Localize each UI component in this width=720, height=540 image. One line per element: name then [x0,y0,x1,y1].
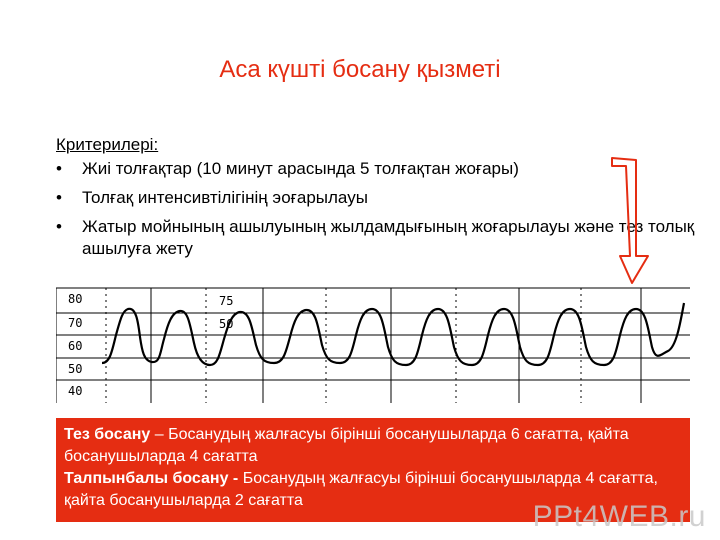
scale-label: 70 [68,316,83,330]
inner-scale-label: 50 [219,317,234,331]
definition-pushing-labor: Талпынбалы босану - Босанудың жалғасуы бірінші босанушыларда 4 сағатта, қайта босанушыларда 2 сағатта [64,470,658,509]
scale-label: 50 [68,362,83,376]
slide-title: Аса күшті босану қызметі [219,56,501,83]
down-arrow-icon [606,156,652,286]
criteria-item: • Жиі толғақтар (10 минут арасында 5 толғақтан жоғары) [56,158,696,180]
definition-term: Талпынбалы босану [64,470,229,487]
contraction-curve [102,303,684,365]
contraction-trace [56,285,690,403]
definition-term: Тез босану [64,426,151,443]
scale-label: 80 [68,292,83,306]
scale-label: 40 [68,384,83,398]
criteria-heading: Критерилері: [56,135,159,154]
watermark: PPt4WEB.ru [532,500,706,533]
criteria-list [56,158,696,267]
definition-fast-labor: Тез босану – Босанудың жалғасуы бірінші босанушыларда 6 сағатта, қайта босанушыларда 4 сағатта [64,426,629,465]
definition-text: Босанудың жалғасуы бірінші босанушыларда 6 сағатта, қайта босанушыларда 4 сағатта [64,426,629,465]
definition-text: Босанудың жалғасуы бірінші босанушыларда 4 сағатта, қайта босанушыларда 2 сағатта [64,470,658,509]
inner-scale-label: 75 [219,294,234,308]
criteria-item: • Жатыр мойнының ашылуының жылдамдығының жоғарылауы және тез толық ашылуға жету [56,216,696,260]
scale-label: 60 [68,339,83,353]
criteria-item: • Толғақ интенсивтілігінің эоғарылауы [56,187,696,209]
